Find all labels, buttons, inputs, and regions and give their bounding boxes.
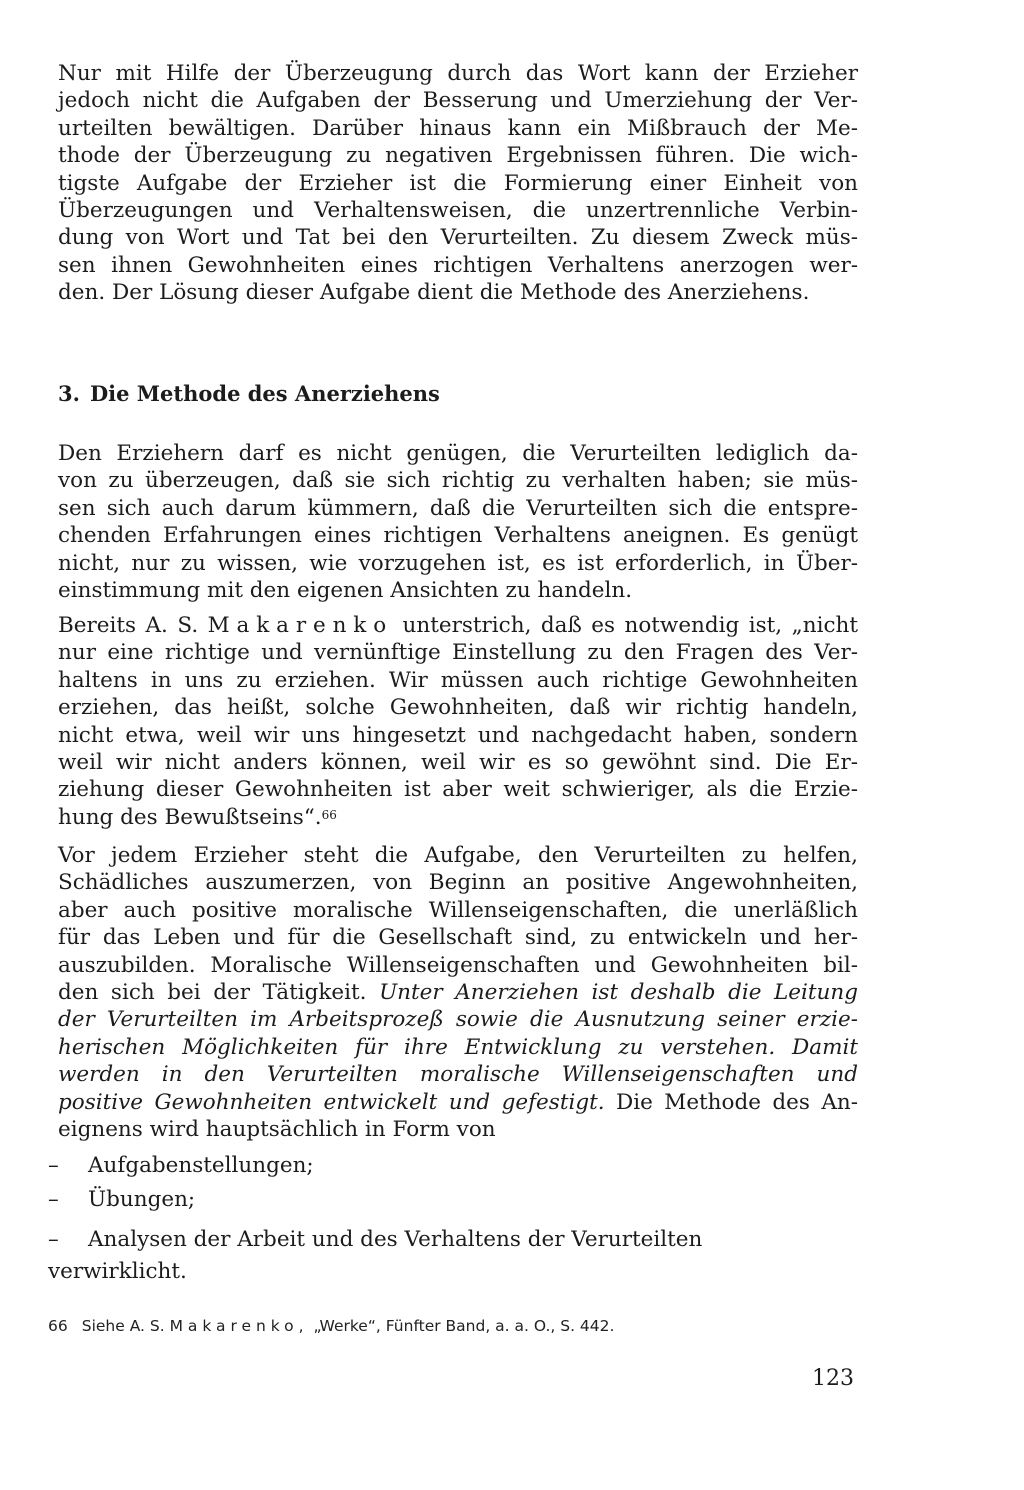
text-line: urteilten bewältigen. Darüber hinaus kann ein Mißbrauch der Me- xyxy=(58,115,858,141)
text-line xyxy=(58,1089,858,1116)
text-line: aber auch positive moralische Willenseigenschaften, die unerläßlich xyxy=(58,897,858,923)
text-line: erziehen, das heißt, solche Gewohnheiten, daß wir richtig handeln, xyxy=(58,695,858,721)
footnote-text: „Werke“, Fünfter Band, a. a. O., S. 442. xyxy=(313,1317,615,1335)
text-line: jedoch nicht die Aufgaben der Besserung und Umerziehung der Ver- xyxy=(58,88,858,114)
text-line xyxy=(58,979,858,1006)
text-fragment: hung des Bewußtseins“. xyxy=(58,804,322,830)
text-line: weil wir nicht anders können, weil wir es so gewöhnt sind. Die Er- xyxy=(58,750,858,776)
footnote-text: Siehe A. S. xyxy=(81,1317,165,1335)
text-line: sen sich auch darum kümmern, daß die Verurteilten sich die entspre- xyxy=(58,495,858,521)
text-line: haltens in uns zu erziehen. Wir müssen auch richtige Gewohnheiten xyxy=(58,667,858,693)
emphasis-line: der Verurteilten im Arbeitsprozeß sowie die Ausnutzung seiner erzie- xyxy=(58,1007,858,1033)
text-line: chenden Erfahrungen eines richtigen Verhaltens aneignen. Es genügt xyxy=(58,523,858,549)
text-line: einstimmung mit den eigenen Ansichten zu handeln. xyxy=(58,578,633,604)
paragraph-1 xyxy=(58,60,858,307)
list-item xyxy=(48,1152,314,1179)
text-line: Schädliches auszumerzen, von Beginn an positive Angewohnheiten, xyxy=(58,870,858,896)
list-item-text: Aufgabenstellungen; xyxy=(88,1153,314,1178)
text-line: Vor jedem Erzieher steht die Aufgabe, den Verurteilten zu helfen, xyxy=(58,843,858,868)
footnote xyxy=(48,1316,614,1336)
text-line: nicht etwa, weil wir uns hingesetzt und nachgedacht haben, sondern xyxy=(58,722,858,748)
text-fragment: den sich bei der Tätigkeit. xyxy=(58,980,367,1006)
list-item-text: Analysen der Arbeit und des Verhaltens der Verurteilten xyxy=(88,1227,703,1252)
emphasis-line: werden in den Verurteilten moralische Willenseigenschaften und xyxy=(58,1062,858,1088)
list-dash: – xyxy=(48,1153,59,1178)
section-heading xyxy=(58,380,440,408)
section-number: 3. xyxy=(58,381,80,406)
list-item xyxy=(48,1186,195,1213)
text-line: Nur mit Hilfe der Überzeugung durch das Wort kann der Erzieher xyxy=(58,61,858,86)
text-line: auszubilden. Moralische Willenseigenschaften und Gewohnheiten bil- xyxy=(58,952,858,978)
list-closing-text: verwirklicht. xyxy=(48,1259,187,1284)
list-dash: – xyxy=(48,1227,59,1252)
paragraph-2 xyxy=(58,440,858,604)
text-line: nur eine richtige und vernünftige Einstellung zu den Fragen des Ver- xyxy=(58,640,858,666)
footnote-reference: 66 xyxy=(321,807,337,822)
text-fragment: Bereits A. S. xyxy=(58,613,199,638)
text-line xyxy=(58,612,858,639)
emphasis-text: positive Gewohnheiten entwickelt und gefestigt. xyxy=(58,1089,605,1115)
text-fragment: Die Methode des An- xyxy=(616,1089,859,1115)
list-item xyxy=(48,1226,702,1253)
text-line: eignens wird hauptsächlich in Form von xyxy=(58,1117,496,1143)
text-line: Den Erziehern darf es nicht genügen, die Verurteilten lediglich da- xyxy=(58,441,858,466)
emphasis-text: Unter Anerziehen ist deshalb die Leitung xyxy=(379,980,858,1006)
list-dash: – xyxy=(48,1187,59,1212)
text-line: von zu überzeugen, daß sie sich richtig zu verhalten haben; sie müs- xyxy=(58,468,858,494)
footnote-number: 66 xyxy=(48,1317,68,1335)
text-line: thode der Überzeugung zu negativen Ergebnissen führen. Die wich- xyxy=(58,143,858,169)
paragraph-3 xyxy=(58,612,858,831)
text-fragment: unterstrich, daß es notwendig ist, „nicht xyxy=(402,613,858,638)
text-line: den. Der Lösung dieser Aufgabe dient die Methode des Anerziehens. xyxy=(58,280,810,306)
text-line: dung von Wort und Tat bei den Verurteilten. Zu diesem Zweck müs- xyxy=(58,225,858,251)
paragraph-4 xyxy=(58,842,858,1143)
text-line xyxy=(58,804,858,831)
page-number: 123 xyxy=(812,1366,854,1391)
text-line: tigste Aufgabe der Erzieher ist die Formierung einer Einheit von xyxy=(58,170,858,196)
author-name: Makarenko xyxy=(207,613,394,638)
text-line: sen ihnen Gewohnheiten eines richtigen Verhaltens anerzogen wer- xyxy=(58,252,858,278)
text-line: für das Leben und für die Gesellschaft sind, zu entwickeln und her- xyxy=(58,925,858,951)
list-item-text: Übungen; xyxy=(88,1187,196,1212)
text-line: Überzeugungen und Verhaltensweisen, die unzertrennliche Verbin- xyxy=(58,198,858,224)
section-title: Die Methode des Anerziehens xyxy=(89,381,440,406)
text-line: ziehung dieser Gewohnheiten ist aber weit schwieriger, als die Erzie- xyxy=(58,777,858,803)
emphasis-line: herischen Möglichkeiten für ihre Entwicklung zu verstehen. Damit xyxy=(58,1034,858,1060)
footnote-author: Makarenko, xyxy=(169,1317,309,1335)
list-closing xyxy=(48,1258,187,1285)
text-line: nicht, nur zu wissen, wie vorzugehen ist, es ist erforderlich, in Über- xyxy=(58,550,858,576)
